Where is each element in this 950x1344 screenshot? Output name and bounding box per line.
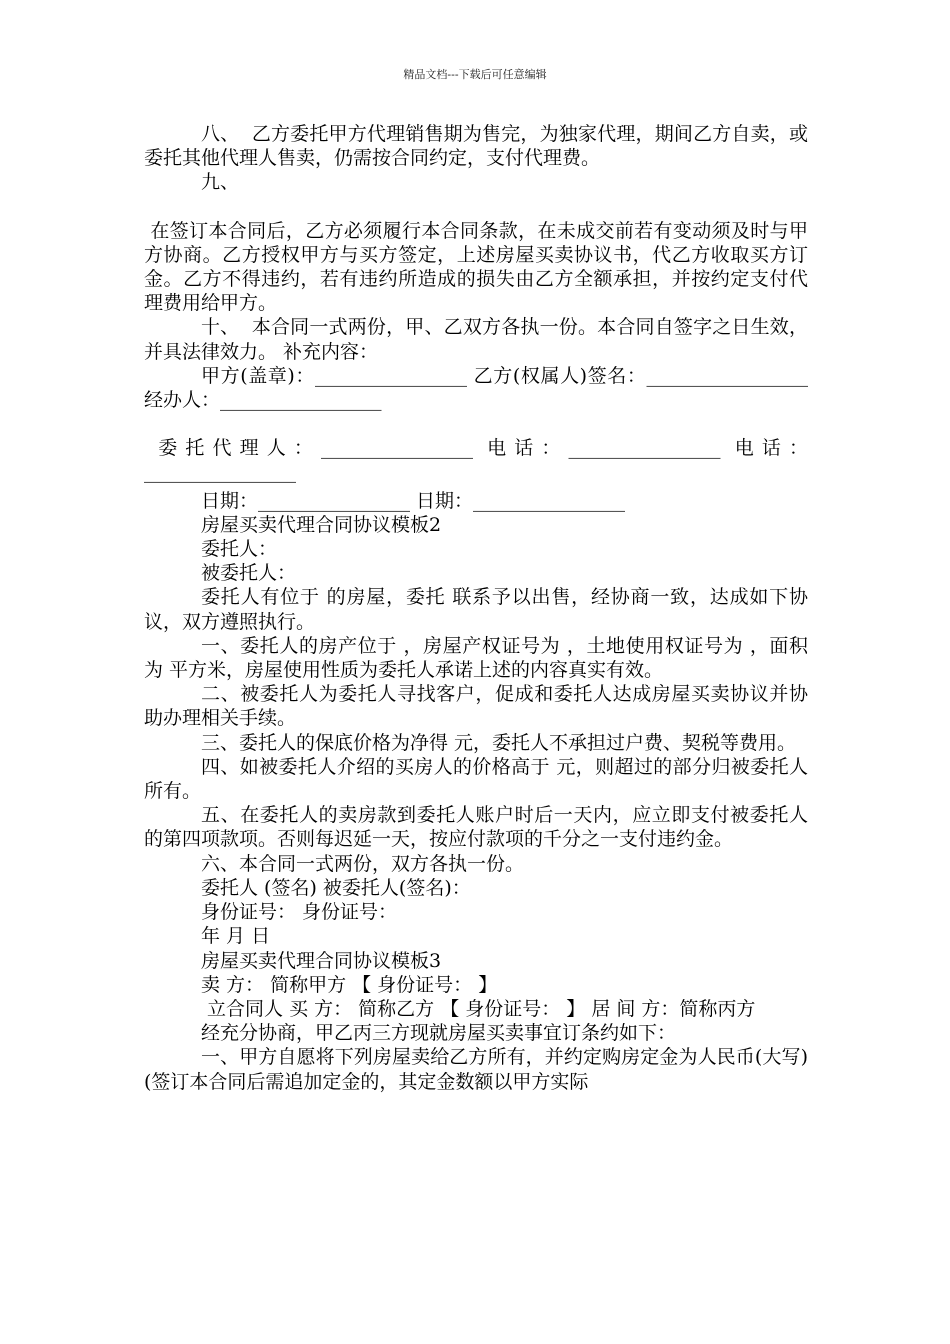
- clause-6: 六、本合同一式两份，双方各执一份。: [201, 852, 525, 875]
- clause-4: 四、如被委托人介绍的买房人的价格高于 元，则超过的部分归被委托人所有。: [144, 755, 808, 803]
- clause-9-body: 在签订本合同后，乙方必须履行本合同条款，在未成交前若有变动须及时与甲方协商。乙方授权甲方与买方签定，上述房屋买卖协议书，代乙方收取买方订金。乙方不得违约，若有违约所造成的损失由乙方全额承担，并按约定支付代理费用给甲方。: [144, 219, 808, 315]
- signature-line-dates: 日期：________________ 日期：________________: [201, 489, 626, 512]
- clause-10: 十、 本合同一式两份，甲、乙双方各执一份。本合同自签字之日生效，并具法律效力。 补充内容：: [144, 316, 808, 363]
- clause-1: 一、委托人的房产位于 ，房屋产权证号为 ，土地使用权证号为 ，面积为 平方米，房屋使用性质为委托人承诺上述的内容真实有效。: [144, 634, 808, 682]
- seller-line: 卖 方： 简称甲方 【 身份证号： 】: [201, 973, 498, 996]
- template-3-clause-1: 一、甲方自愿将下列房屋卖给乙方所有，并约定购房定金为人民币(大写) (签订本合同后需追加定金的，其定金数额以甲方实际: [144, 1046, 815, 1093]
- document-body: [144, 122, 815, 1094]
- signature-line-parties: 甲方(盖章)：________________ 乙方(权属人)签名：_________________ 经办人：_________________: [144, 364, 815, 412]
- clause-9-heading: 九、: [201, 171, 240, 194]
- template-2-title: 房屋买卖代理合同协议模板2: [201, 513, 442, 536]
- signature-line-agent-phone: 委托代理人：________________ 电话：________________ 电话：________________: [144, 437, 808, 484]
- template-3-title: 房屋买卖代理合同协议模板3: [201, 949, 442, 972]
- clause-3: 三、委托人的保底价格为净得 元，委托人不承担过户费、契税等费用。: [201, 731, 797, 754]
- intro-paragraph: 委托人有位于 的房屋，委托 联系予以出售，经协商一致，达成如下协议，双方遵照执行。: [144, 586, 808, 633]
- agreement-intro: 经充分协商，甲乙丙三方现就房屋买卖事宜订条约如下：: [201, 1022, 677, 1045]
- page-header: 精品文档---下载后可任意编辑: [403, 68, 547, 81]
- agent-line: 被委托人：: [201, 562, 297, 585]
- signature-ids: 身份证号： 身份证号：: [201, 901, 398, 924]
- clause-2: 二、被委托人为委托人寻找客户，促成和委托人达成房屋买卖协议并协助办理相关手续。: [144, 683, 808, 730]
- clause-5: 五、在委托人的卖房款到委托人账户时后一天内，应立即支付被委托人的第四项款项。否则每迟延一天，按应付款项的千分之一支付违约金。: [144, 804, 808, 851]
- buyer-broker-line: 立合同人 买 方： 简称乙方 【 身份证号： 】 居 间 方：简称丙方: [201, 997, 756, 1020]
- signature-names: 委托人 (签名) 被委托人(签名)：: [201, 876, 471, 899]
- principal-line: 委托人：: [201, 538, 278, 561]
- clause-8: 八、 乙方委托甲方代理销售期为售完，为独家代理，期间乙方自卖，或委托其他代理人售卖，仍需按合同约定，支付代理费。: [144, 123, 808, 170]
- signature-date: 年 月 日: [201, 925, 271, 948]
